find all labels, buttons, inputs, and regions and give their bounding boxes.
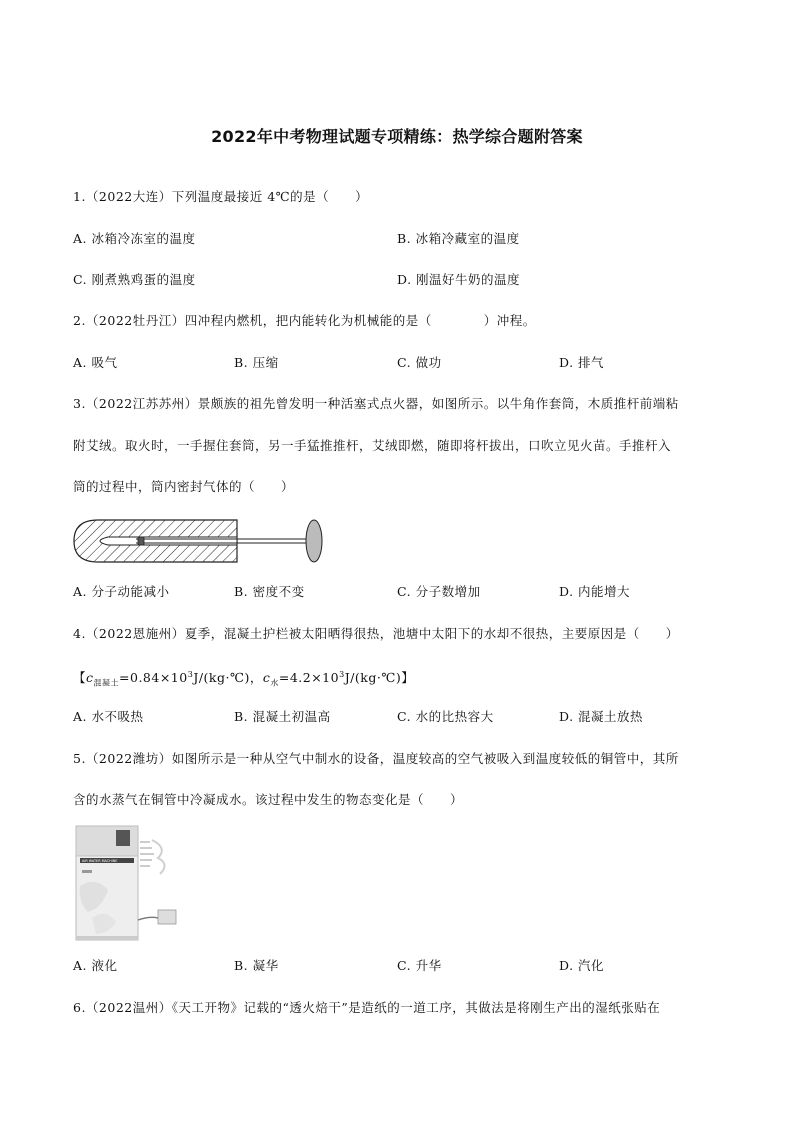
air-water-machine-figure	[72, 824, 180, 942]
question-2-option-c: C. 做功	[397, 355, 442, 370]
question-3-option-a: A. 分子动能减小	[73, 584, 170, 599]
question-2-stem: 2.（2022牡丹江）四冲程内燃机，把内能转化为机械能的是（ ）冲程。	[73, 313, 536, 328]
question-2-option-a: A. 吸气	[73, 355, 118, 370]
moxa-tip	[138, 537, 144, 545]
question-3-stem-line-1: 3.（2022江苏苏州）景颇族的祖先曾发明一种活塞式点火器，如图所示。以牛角作套筒，木质推杆前端粘	[73, 396, 679, 411]
question-3-option-c: C. 分子数增加	[397, 584, 481, 599]
question-1-option-c: C. 刚煮熟鸡蛋的温度	[73, 272, 196, 287]
question-5-option-d: D. 汽化	[559, 958, 605, 973]
bore-cavity	[100, 537, 237, 545]
question-5-stem-line-2: 含的水蒸气在铜管中冷凝成水。该过程中发生的物态变化是（ ）	[73, 792, 464, 807]
question-4-option-a: A. 水不吸热	[73, 709, 144, 724]
question-4-stem: 4.（2022恩施州）夏季，混凝土护栏被太阳晒得很热，池塘中太阳下的水却不很热，主要原因是（ ）	[73, 626, 679, 641]
question-4-option-b: B. 混凝土初温高	[234, 709, 331, 724]
question-2-option-b: B. 压缩	[234, 355, 279, 370]
question-3-option-b: B. 密度不变	[234, 584, 305, 599]
question-1-stem: 1.（2022大连）下列温度最接近 4℃的是（ ）	[73, 189, 369, 204]
specific-heat-formula: 【$c_{混凝土}=0.84\times 10^3J/(kg\cdot℃)$，$c_水=4.2\times 10^3J/(kg\cdot℃)$】	[73, 670, 415, 688]
question-2-option-d: D. 排气	[559, 355, 605, 370]
question-5-option-a: A. 液化	[73, 958, 118, 973]
water-tap-box	[158, 910, 176, 924]
question-4-option-c: C. 水的比热容大	[397, 709, 494, 724]
question-3-stem-line-2: 附艾绒。取火时，一手握住套筒，另一手猛推推杆，艾绒即燃，随即将杆拔出，口吹立见火苗。手推杆入	[73, 438, 672, 453]
rod-handle	[306, 520, 322, 562]
airflow-swirl	[152, 840, 165, 874]
question-5-stem-line-1: 5.（2022潍坊）如图所示是一种从空气中制水的设备，温度较高的空气被吸入到温度较低的铜管中，其所	[73, 751, 679, 766]
page-title: 2022年中考物理试题专项精练：热学综合题附答案	[211, 127, 583, 146]
display-panel	[116, 830, 130, 846]
vent-grille	[140, 842, 154, 866]
question-1-option-d: D. 刚温好牛奶的温度	[397, 272, 521, 287]
question-3-stem-line-3: 筒的过程中，筒内密封气体的（ ）	[73, 479, 295, 494]
machine-label: AIR WATER MACHINE	[82, 859, 118, 863]
question-4-option-d: D. 混凝土放热	[559, 709, 644, 724]
question-6-stem: 6.（2022温州）《天工开物》记载的“透火焙干”是造纸的一道工序，其做法是将刚生产出的湿纸张贴在	[73, 1000, 661, 1015]
question-5-option-c: C. 升华	[397, 958, 442, 973]
question-1-option-a: A. 冰箱冷冻室的温度	[73, 231, 196, 246]
question-3-option-d: D. 内能增大	[559, 584, 631, 599]
question-1-option-b: B. 冰箱冷藏室的温度	[397, 231, 520, 246]
question-5-option-b: B. 凝华	[234, 958, 279, 973]
piston-igniter-figure	[72, 514, 328, 568]
